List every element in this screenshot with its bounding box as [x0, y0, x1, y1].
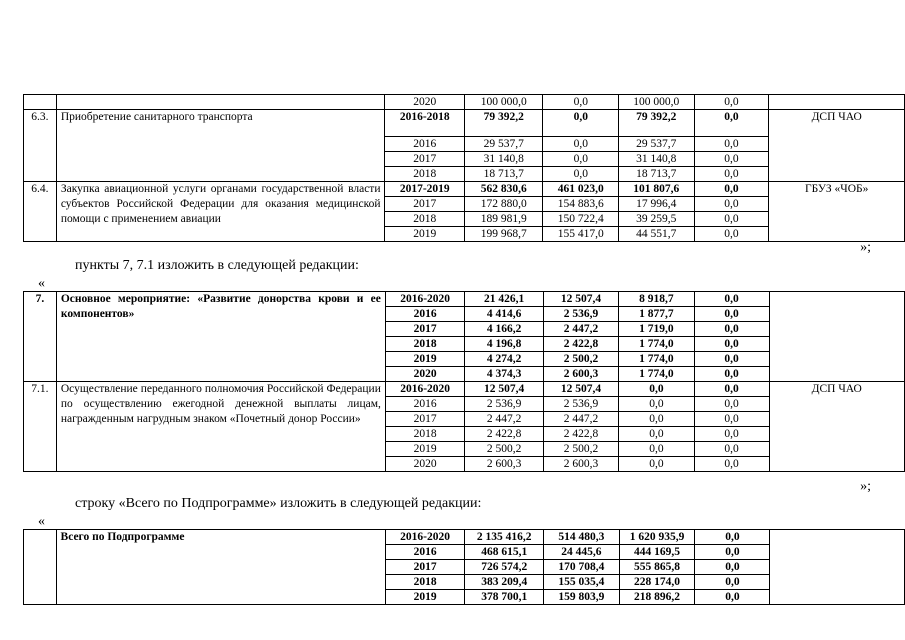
year-cell: 2017 — [385, 412, 465, 427]
total-cell: 79 392,2 — [465, 110, 543, 137]
year-cell: 2017 — [385, 322, 465, 337]
other-cell: 0,0 — [694, 167, 769, 182]
total-cell: 18 713,7 — [465, 167, 543, 182]
regional-cell: 1 774,0 — [619, 352, 694, 367]
item-number: 7. — [24, 292, 57, 382]
federal-cell: 0,0 — [543, 110, 619, 137]
regional-cell: 0,0 — [619, 427, 694, 442]
other-cell: 0,0 — [694, 412, 769, 427]
year-cell: 2016-2020 — [385, 382, 465, 397]
other-cell: 0,0 — [694, 137, 769, 152]
year-cell: 2017-2019 — [385, 182, 465, 197]
other-cell: 0,0 — [694, 367, 769, 382]
federal-cell: 159 803,9 — [544, 590, 620, 605]
total-cell: 2 536,9 — [465, 397, 543, 412]
year-cell: 2017 — [385, 197, 465, 212]
federal-cell: 24 445,6 — [544, 545, 620, 560]
total-cell: 4 414,6 — [465, 307, 543, 322]
federal-cell: 0,0 — [543, 95, 619, 110]
regional-cell: 0,0 — [619, 457, 694, 472]
year-cell: 2020 — [385, 367, 465, 382]
other-cell: 0,0 — [694, 397, 769, 412]
federal-cell: 2 422,8 — [543, 427, 618, 442]
federal-cell: 0,0 — [543, 167, 619, 182]
year-cell: 2017 — [385, 152, 465, 167]
table-cell — [24, 95, 57, 110]
federal-cell: 2 600,3 — [543, 367, 618, 382]
total-cell: 172 880,0 — [465, 197, 543, 212]
regional-cell: 1 877,7 — [619, 307, 694, 322]
other-cell: 0,0 — [694, 382, 769, 397]
regional-cell: 228 174,0 — [619, 575, 695, 590]
federal-cell: 155 417,0 — [543, 227, 619, 242]
regional-cell: 0,0 — [619, 397, 694, 412]
other-cell: 0,0 — [694, 427, 769, 442]
federal-cell: 154 883,6 — [543, 197, 619, 212]
other-cell: 0,0 — [694, 352, 769, 367]
regional-cell: 8 918,7 — [619, 292, 694, 307]
year-cell: 2018 — [385, 575, 465, 590]
regional-cell: 1 774,0 — [619, 367, 694, 382]
table-row — [24, 95, 905, 110]
regional-cell: 1 620 935,9 — [619, 530, 695, 545]
regional-cell: 1 774,0 — [619, 337, 694, 352]
federal-cell: 514 480,3 — [544, 530, 620, 545]
federal-cell: 2 500,2 — [543, 352, 618, 367]
regional-cell: 444 169,5 — [619, 545, 695, 560]
other-cell: 0,0 — [694, 457, 769, 472]
federal-cell: 2 500,2 — [543, 442, 618, 457]
regional-cell: 218 896,2 — [619, 590, 695, 605]
regional-cell: 44 551,7 — [619, 227, 695, 242]
year-cell: 2019 — [385, 227, 465, 242]
federal-cell: 155 035,4 — [544, 575, 620, 590]
closing-quote: »; — [860, 240, 871, 255]
total-cell: 383 209,4 — [465, 575, 544, 590]
total-cell: 29 537,7 — [465, 137, 543, 152]
regional-cell: 17 996,4 — [619, 197, 695, 212]
item-number — [24, 530, 57, 605]
other-cell: 0,0 — [694, 292, 769, 307]
year-cell: 2018 — [385, 337, 465, 352]
executor-cell — [769, 292, 904, 382]
federal-cell: 2 600,3 — [543, 457, 618, 472]
item-name: Осуществление переданного полномочия Российской Федерации по осуществлению ежегодной денежной выплаты лицам, награжденным нагрудным знаком «Почетный донор России» — [56, 382, 385, 472]
table-cell — [56, 95, 385, 110]
year-cell: 2016-2020 — [385, 292, 465, 307]
item-name: Всего по Подпрограмме — [56, 530, 385, 605]
total-cell: 2 500,2 — [465, 442, 543, 457]
other-cell: 0,0 — [694, 227, 769, 242]
regional-cell: 0,0 — [619, 382, 694, 397]
regional-cell: 29 537,7 — [619, 137, 695, 152]
federal-cell: 0,0 — [543, 152, 619, 167]
year-cell: 2016-2020 — [385, 530, 465, 545]
year-cell: 2016 — [385, 137, 465, 152]
year-cell: 2019 — [385, 442, 465, 457]
total-cell: 468 615,1 — [465, 545, 544, 560]
federal-cell: 2 536,9 — [543, 397, 618, 412]
amendment-sentence: пункты 7, 7.1 изложить в следующей редакции: — [75, 258, 359, 273]
executor-cell: ГБУЗ «ЧОБ» — [769, 182, 905, 242]
other-cell: 0,0 — [694, 212, 769, 227]
regional-cell: 555 865,8 — [619, 560, 695, 575]
total-cell: 2 422,8 — [465, 427, 543, 442]
table-row — [24, 292, 905, 307]
year-cell: 2020 — [385, 457, 465, 472]
total-cell: 4 166,2 — [465, 322, 543, 337]
total-cell: 2 135 416,2 — [465, 530, 544, 545]
federal-cell: 2 447,2 — [543, 322, 618, 337]
other-cell: 0,0 — [694, 95, 769, 110]
regional-cell: 39 259,5 — [619, 212, 695, 227]
total-cell: 2 600,3 — [465, 457, 543, 472]
item-name: Закупка авиационной услуги органами государственной власти субъектов Российской Федерации для оказания медицинской помощи с применением авиации — [56, 182, 385, 242]
total-cell: 12 507,4 — [465, 382, 543, 397]
year-cell: 2016-2018 — [385, 110, 465, 137]
year-cell: 2019 — [385, 590, 465, 605]
regional-cell: 100 000,0 — [619, 95, 695, 110]
year-cell: 2019 — [385, 352, 465, 367]
other-cell: 0,0 — [694, 110, 769, 137]
federal-cell: 2 536,9 — [543, 307, 618, 322]
year-cell: 2020 — [385, 95, 465, 110]
other-cell: 0,0 — [694, 337, 769, 352]
opening-quote: « — [38, 276, 45, 291]
federal-cell: 170 708,4 — [544, 560, 620, 575]
year-cell: 2016 — [385, 397, 465, 412]
amendment-sentence: строку «Всего по Подпрограмме» изложить в следующей редакции: — [75, 496, 482, 511]
regional-cell: 0,0 — [619, 442, 694, 457]
regional-cell: 1 719,0 — [619, 322, 694, 337]
regional-cell: 31 140,8 — [619, 152, 695, 167]
year-cell: 2018 — [385, 167, 465, 182]
total-cell: 4 274,2 — [465, 352, 543, 367]
other-cell: 0,0 — [695, 545, 770, 560]
table-subprogram-total — [23, 529, 905, 605]
executor-cell: ДСП ЧАО — [769, 382, 904, 472]
executor-cell — [769, 95, 905, 110]
executor-cell: ДСП ЧАО — [769, 110, 905, 182]
table-row — [24, 530, 905, 545]
other-cell: 0,0 — [694, 182, 769, 197]
table-row — [24, 382, 905, 397]
item-name: Основное мероприятие: «Развитие донорства крови и ее компонентов» — [56, 292, 385, 382]
year-cell: 2018 — [385, 427, 465, 442]
other-cell: 0,0 — [695, 575, 770, 590]
total-cell: 31 140,8 — [465, 152, 543, 167]
opening-quote: « — [38, 514, 45, 529]
federal-cell: 2 422,8 — [543, 337, 618, 352]
other-cell: 0,0 — [694, 442, 769, 457]
total-cell: 100 000,0 — [465, 95, 543, 110]
executor-cell — [770, 530, 905, 605]
total-cell: 199 968,7 — [465, 227, 543, 242]
year-cell: 2016 — [385, 545, 465, 560]
regional-cell: 18 713,7 — [619, 167, 695, 182]
total-cell: 4 196,8 — [465, 337, 543, 352]
item-name: Приобретение санитарного транспорта — [56, 110, 385, 182]
other-cell: 0,0 — [695, 530, 770, 545]
item-number: 6.4. — [24, 182, 57, 242]
other-cell: 0,0 — [694, 322, 769, 337]
federal-cell: 12 507,4 — [543, 292, 618, 307]
total-cell: 189 981,9 — [465, 212, 543, 227]
regional-cell: 0,0 — [619, 412, 694, 427]
year-cell: 2017 — [385, 560, 465, 575]
total-cell: 21 426,1 — [465, 292, 543, 307]
total-cell: 2 447,2 — [465, 412, 543, 427]
regional-cell: 79 392,2 — [619, 110, 695, 137]
total-cell: 726 574,2 — [465, 560, 544, 575]
other-cell: 0,0 — [695, 560, 770, 575]
closing-quote: »; — [860, 479, 871, 494]
federal-cell: 0,0 — [543, 137, 619, 152]
year-cell: 2018 — [385, 212, 465, 227]
federal-cell: 12 507,4 — [543, 382, 618, 397]
other-cell: 0,0 — [694, 152, 769, 167]
other-cell: 0,0 — [694, 197, 769, 212]
federal-cell: 150 722,4 — [543, 212, 619, 227]
total-cell: 378 700,1 — [465, 590, 544, 605]
total-cell: 4 374,3 — [465, 367, 543, 382]
item-number: 6.3. — [24, 110, 57, 182]
table-items-6 — [23, 94, 905, 242]
regional-cell: 101 807,6 — [619, 182, 695, 197]
total-cell: 562 830,6 — [465, 182, 543, 197]
other-cell: 0,0 — [694, 307, 769, 322]
table-row — [24, 110, 905, 137]
other-cell: 0,0 — [695, 590, 770, 605]
year-cell: 2016 — [385, 307, 465, 322]
federal-cell: 461 023,0 — [543, 182, 619, 197]
federal-cell: 2 447,2 — [543, 412, 618, 427]
item-number: 7.1. — [24, 382, 57, 472]
table-row — [24, 182, 905, 197]
table-items-7 — [23, 291, 905, 472]
